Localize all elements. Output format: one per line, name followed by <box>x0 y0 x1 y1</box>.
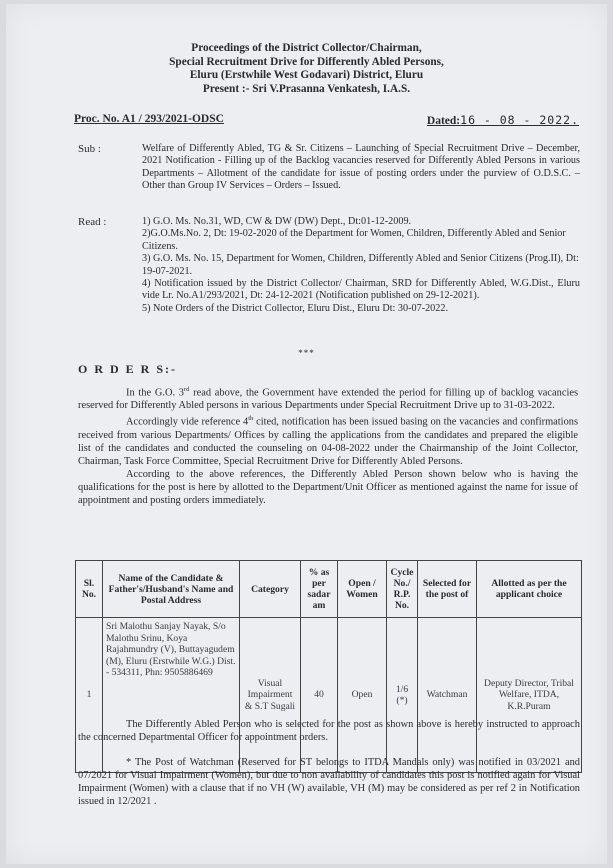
read-item-1: 1) G.O. Ms. No.31, WD, CW & DW (DW) Dept., Dt:01-12-2009. <box>142 216 412 227</box>
closing-body <box>78 718 580 808</box>
read-item-4: 4) Notification issued by the District Collector/ Chairman, SRD for Differently Abled, W.G.Dist., Eluru vide Lr. No.A1/293/2021, Dt: 24-12-2021 (Notification published on 29-12-2021). <box>142 278 580 302</box>
subject-label: Sub : <box>78 143 101 155</box>
header-open-women: Open / Women <box>338 561 387 618</box>
cell-category: Visual Impairment & S.T Sugali <box>240 618 301 773</box>
date-line <box>427 113 579 127</box>
cell-candidate-name: Sri Malothu Sanjay Nayak, S/o Malothu Srinu, Koya Rajahmundry (V), Buttayagudem (M), Eluru (Erstwhile W.G.) Dist. - 534311, Phn: 9505886469 <box>103 618 240 773</box>
header-line-3: Eluru (Erstwhile West Godavari) District, Eluru <box>189 69 424 81</box>
orders-paragraph-2: Accordingly vide reference 4th cited, notification has been issued basing on the vacancies and confirmations received from various Departments/ Offices by calling the applications from the candidates and prepared the eligible list of the candidates and conducted the counseling on 04-08-2022 under the Chairmanship of the Joint Collector, Chairman, Task Force Committee, Special Recruitment Drive for Differently Abled Persons. <box>78 415 579 467</box>
orders-paragraph-3: According to the above references, the Differently Abled Person shown below who is having the qualifications for the post is here by allotted to the Department/Unit Officer as mentioned against the name for issue of appointment and posting orders immediately. <box>78 468 578 506</box>
dated-label: Dated: <box>426 115 461 127</box>
header-candidate-name: Name of the Candidate & Father's/Husband's Name and Postal Address <box>103 561 240 618</box>
cell-open-women: Open <box>338 618 387 773</box>
orders-heading: O R D E R S:- <box>78 362 178 376</box>
dated-value: 16 - 08 - 2022. <box>460 113 579 127</box>
separator-stars: *** <box>298 348 315 358</box>
subject-body: Welfare of Differently Abled, TG & Sr. Citizens – Launching of Special Recruitment Drive – December, 2021 Notification - Filling up of the Backlog vacancies reserved for Differently Abled Persons in various Departments – Allotment of the candidate for issue of posting orders under the purview of O.D.S.C. – Other than Group IV Services – Orders – Issued. <box>142 143 580 192</box>
table-header-row <box>76 561 582 618</box>
orders-paragraph-1: In the G.O. 3rd read above, the Government have extended the period for filling up of backlog vacancies reserved for Differently Abled persons in various Departments under Special Recruitment Drive up to 31-03-2022. <box>78 386 578 412</box>
read-item-2: 2)G.O.Ms.No. 2, Dt: 19-02-2020 of the Department for Women, Children, Differently Abled and Senior Citizens. <box>142 228 566 252</box>
header-percent: % as per sadar am <box>301 561 338 618</box>
read-item-3: 3) G.O. Ms. No. 15, Department for Women, Children, Differently Abled and Senior Citizens (Prog.II), Dt: 19-07-2021. <box>142 253 579 277</box>
cell-allotted: Deputy Director, Tribal Welfare, ITDA, K.R.Puram <box>477 618 582 773</box>
read-item-5: 5) Note Orders of the District Collector, Eluru Dist., Eluru Dt: 30-07-2022. <box>142 302 449 314</box>
header-cycle-no: Cycle No./ R.P. No. <box>387 561 418 618</box>
header-category: Category <box>240 561 301 618</box>
proc-number: Proc. No. A1 / 293/2021-ODSC <box>74 113 224 125</box>
closing-paragraph-2: * The Post of Watchman (Reserved for ST belongs to ITDA Mandals only) was notified in 03/2021 and 07/2021 for Visual Impairment (Women), but due to non availability of candidates this post is notified again for Visual Impairment (Women) with a clause that if no VH (W) available, VH (M) may be considered as per ref 2 in Notification issued in 12/2021 . <box>78 757 580 807</box>
cell-cycle-no: 1/6 (*) <box>387 618 418 773</box>
document-page <box>6 4 607 864</box>
closing-paragraph-1: The Differently Abled Person who is selected for the post as shown above is hereby instructed to approach the concerned Departmental Officer for appointment orders. <box>78 719 580 743</box>
header-sl-no: Sl. No. <box>76 561 103 618</box>
read-list <box>142 216 580 315</box>
orders-body <box>78 383 578 507</box>
subject-text <box>142 143 580 193</box>
header-line-2: Special Recruitment Drive for Differently Abled Persons, <box>169 55 444 68</box>
header-selected-post: Selected for the post of <box>418 561 477 618</box>
header-line-4: Present :- Sri V.Prasanna Venkatesh, I.A.S. <box>202 82 411 95</box>
read-label: Read : <box>78 216 107 228</box>
cell-percent: 40 <box>301 618 338 773</box>
document-header <box>6 42 607 96</box>
header-line-1: Proceedings of the District Collector/Chairman, <box>191 42 422 54</box>
cell-selected-post: Watchman <box>418 618 477 773</box>
cell-sl-no: 1 <box>76 618 103 773</box>
header-allotted: Allotted as per the applicant choice <box>477 561 582 618</box>
